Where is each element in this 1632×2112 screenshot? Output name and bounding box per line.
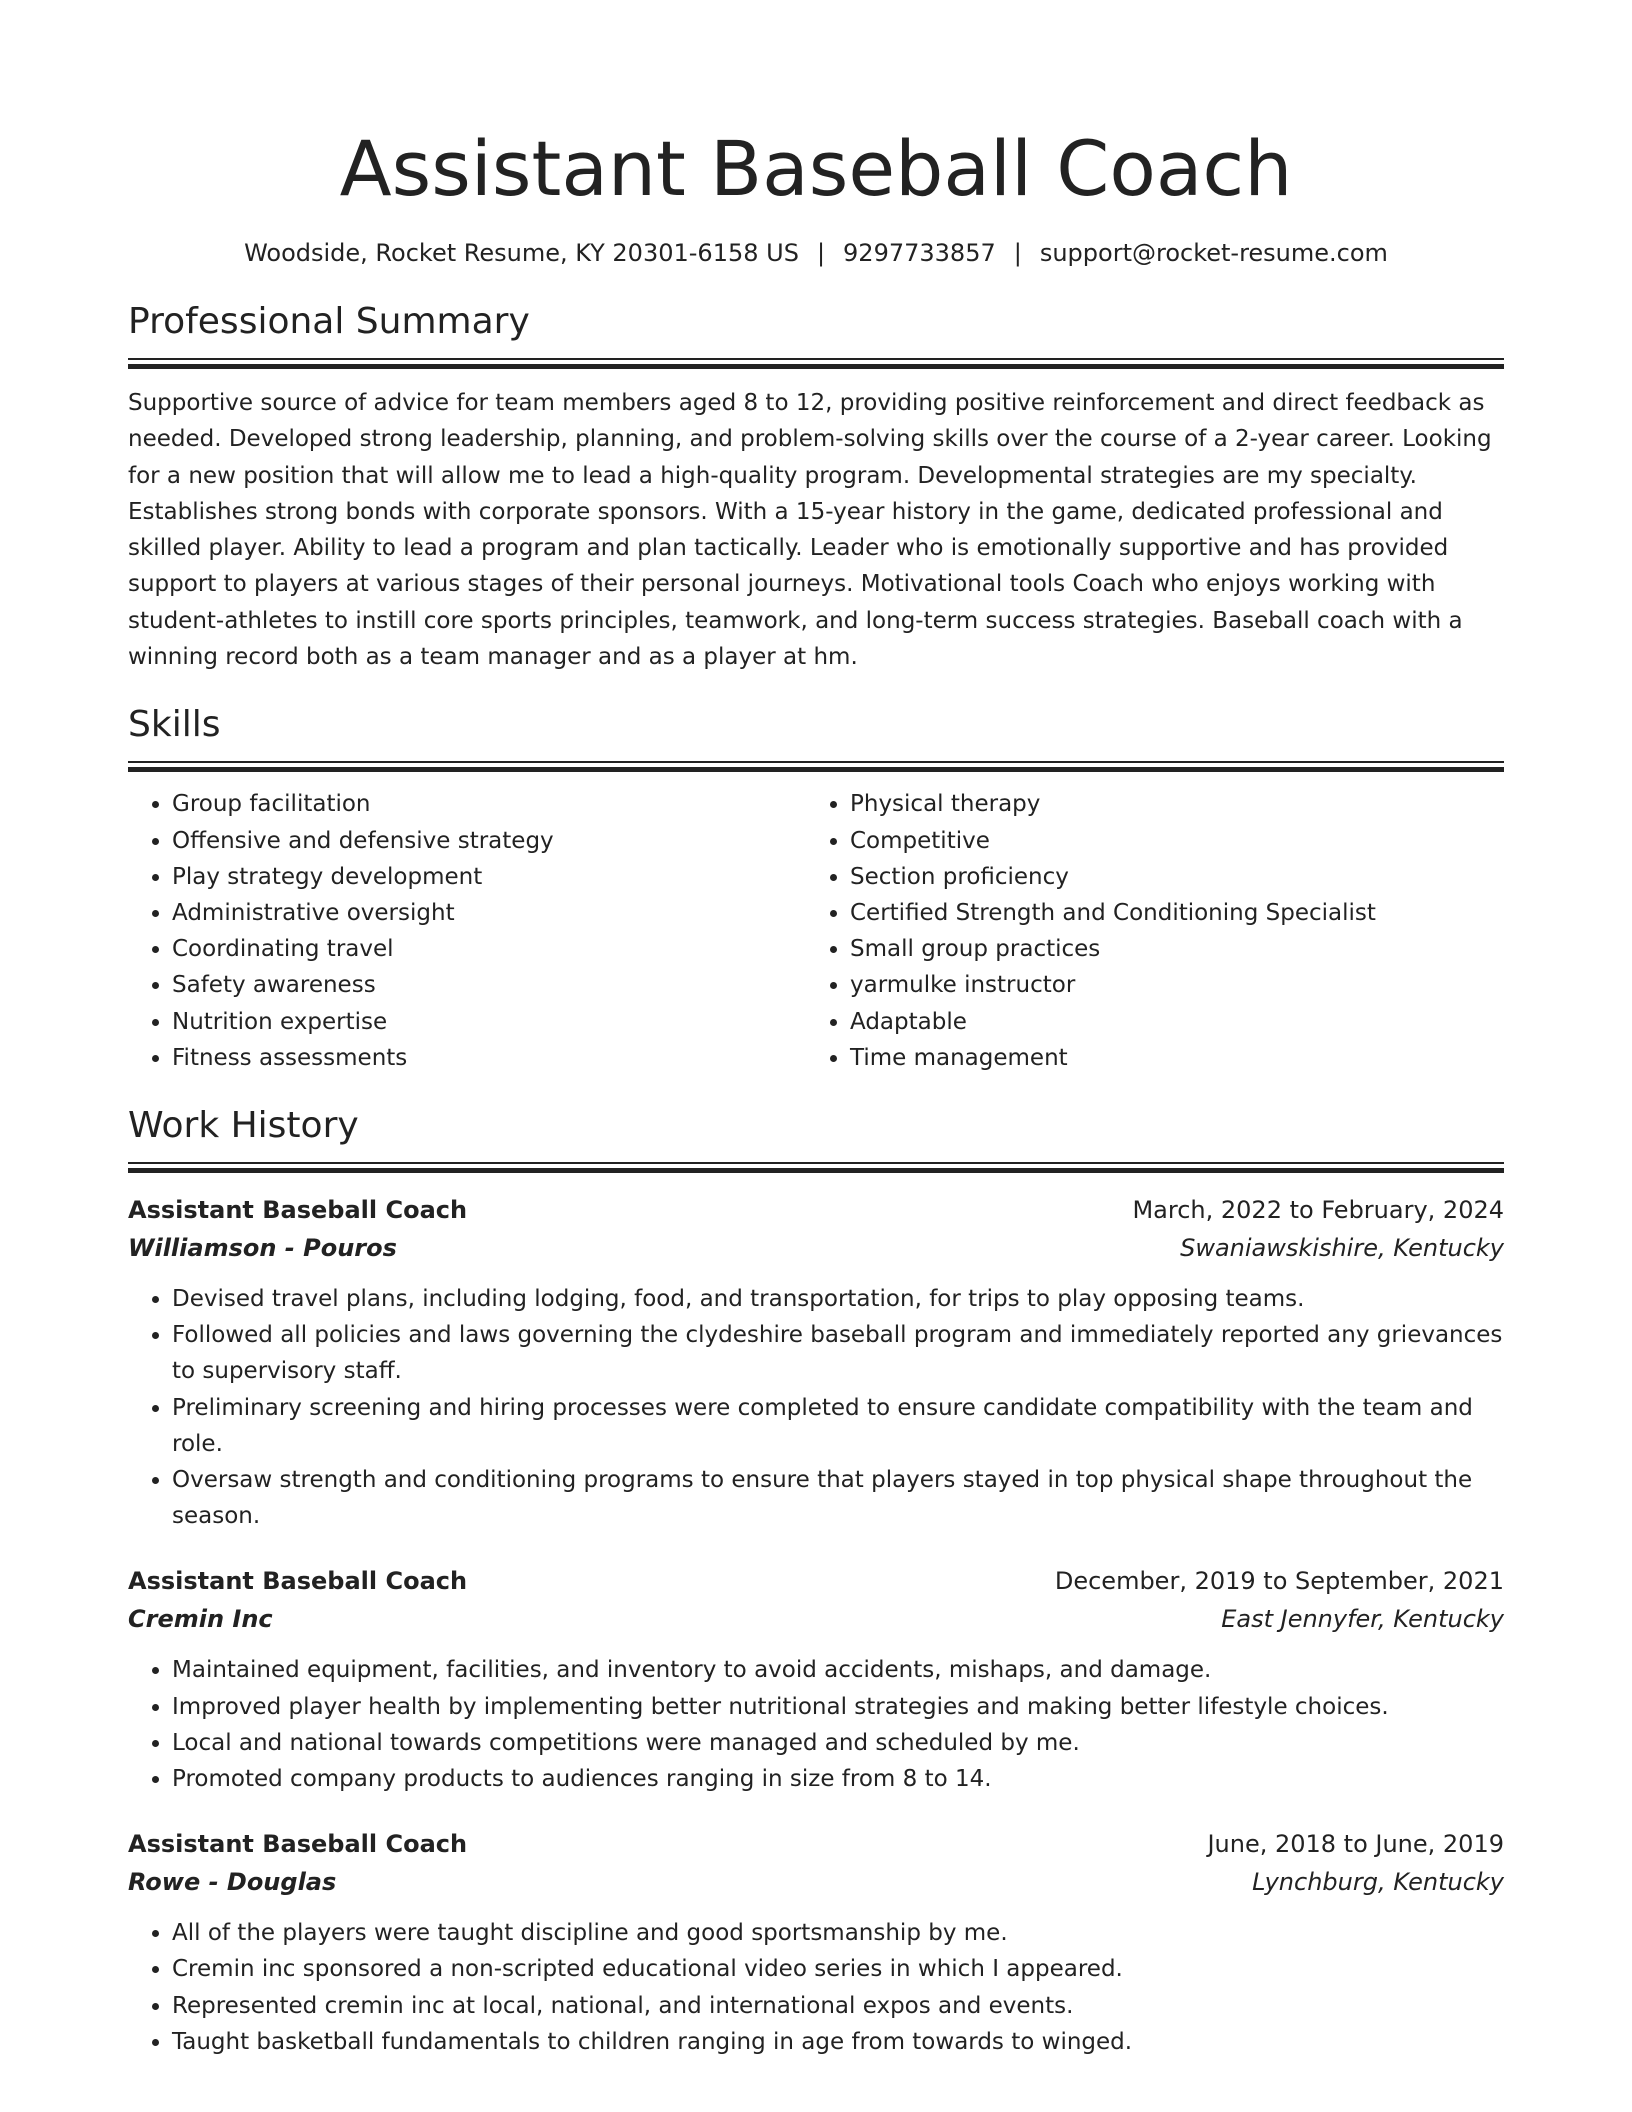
job-company: Cremin Inc bbox=[128, 1605, 273, 1634]
job-bullet: • Taught basketball fundamentals to children ranging in age from towards to winged. bbox=[172, 2024, 1504, 2060]
skill-item: • Time management bbox=[850, 1040, 1484, 1076]
contact-phone: 9297733857 bbox=[843, 239, 996, 267]
skills-list-left bbox=[128, 786, 806, 1076]
job-bullet: • Local and national towards competitions were managed and scheduled by me. bbox=[172, 1725, 1504, 1761]
job-header-row bbox=[128, 1191, 1504, 1229]
contact-line bbox=[128, 238, 1504, 268]
job-bullet: • Followed all policies and laws governing the clydeshire baseball program and immediately reported any grievances to supervisory staff. bbox=[172, 1317, 1504, 1389]
job-location: East Jennyfer, Kentucky bbox=[1221, 1605, 1504, 1634]
job-bullets bbox=[128, 1281, 1504, 1534]
job-header-row bbox=[128, 1825, 1504, 1863]
skill-item: • Administrative oversight bbox=[172, 895, 806, 931]
skill-item: • Coordinating travel bbox=[172, 931, 806, 967]
skill-item: • Adaptable bbox=[850, 1004, 1484, 1040]
section-divider bbox=[128, 1162, 1504, 1173]
section-divider bbox=[128, 358, 1504, 369]
skill-item: • Physical therapy bbox=[850, 786, 1484, 822]
skill-item: • yarmulke instructor bbox=[850, 967, 1484, 1003]
job-company-row bbox=[128, 1229, 1504, 1267]
skill-item: • Section proficiency bbox=[850, 859, 1484, 895]
job-location: Swaniawskishire, Kentucky bbox=[1180, 1234, 1504, 1262]
job-header-row bbox=[128, 1562, 1504, 1600]
skill-item: • Competitive bbox=[850, 823, 1484, 859]
job-entry bbox=[128, 1562, 1504, 1797]
summary-section bbox=[128, 300, 1504, 675]
job-bullet: • Improved player health by implementing better nutritional strategies and making better lifestyle choices. bbox=[172, 1689, 1504, 1725]
summary-text: Supportive source of advice for team members aged 8 to 12, providing positive reinforcement and direct feedback as needed. Developed strong leadership, planning, and problem-solving skills over the course of a 2-year career. Looking for a new position that will allow me to lead a high-quality program. Developmental strategies are my specialty. Establishes strong bonds with corporate sponsors. With a 15-year history in the game, dedicated professional and skilled player. Ability to lead a program and plan tactically. Leader who is emotionally supportive and has provided support to players at various stages of their personal journeys. Motivational tools Coach who enjoys working with student-athletes to instill core sports principles, teamwork, and long-term success strategies. Baseball coach with a winning record both as a team manager and as a player at hm. bbox=[128, 390, 1492, 671]
section-divider bbox=[128, 761, 1504, 772]
job-bullets bbox=[128, 1915, 1504, 2060]
job-company: Williamson - Pouros bbox=[128, 1234, 397, 1262]
job-dates: June, 2018 to June, 2019 bbox=[1207, 1830, 1504, 1859]
section-title-work-history: Work History bbox=[128, 1105, 359, 1146]
job-company-row bbox=[128, 1600, 1504, 1638]
skill-item: • Small group practices bbox=[850, 931, 1484, 967]
skill-item: • Nutrition expertise bbox=[172, 1004, 806, 1040]
job-bullet: • Promoted company products to audiences ranging in size from 8 to 14. bbox=[172, 1761, 1504, 1797]
job-entry bbox=[128, 1825, 1504, 2060]
contact-address: Woodside, Rocket Resume, KY 20301-6158 US bbox=[244, 239, 799, 267]
contact-separator: | bbox=[1013, 239, 1022, 267]
job-bullet: • Devised travel plans, including lodging, food, and transportation, for trips to play opposing teams. bbox=[172, 1281, 1504, 1317]
section-title-skills: Skills bbox=[128, 704, 221, 746]
skill-item: • Fitness assessments bbox=[172, 1040, 806, 1076]
job-bullet: • Oversaw strength and conditioning programs to ensure that players stayed in top physical shape throughout the season. bbox=[172, 1462, 1504, 1534]
resume-page bbox=[128, 0, 1504, 2060]
job-title: Assistant Baseball Coach bbox=[128, 1196, 468, 1224]
skills-columns bbox=[128, 786, 1504, 1076]
job-bullet: • Cremin inc sponsored a non-scripted educational video series in which I appeared. bbox=[172, 1951, 1504, 1987]
resume-name: Assistant Baseball Coach bbox=[339, 124, 1293, 213]
job-bullet: • All of the players were taught discipline and good sportsmanship by me. bbox=[172, 1915, 1504, 1951]
skills-section bbox=[128, 703, 1504, 1076]
work-history-section bbox=[128, 1104, 1504, 2060]
skill-item: • Certified Strength and Conditioning Specialist bbox=[850, 895, 1484, 931]
section-title-summary: Professional Summary bbox=[128, 301, 530, 342]
job-title: Assistant Baseball Coach bbox=[128, 1567, 468, 1596]
skill-item: • Safety awareness bbox=[172, 967, 806, 1003]
skill-item: • Play strategy development bbox=[172, 859, 806, 895]
skill-item: • Offensive and defensive strategy bbox=[172, 823, 806, 859]
job-dates: March, 2022 to February, 2024 bbox=[1132, 1196, 1504, 1224]
job-bullets bbox=[128, 1652, 1504, 1797]
skills-list-right bbox=[806, 786, 1484, 1076]
job-bullet: • Represented cremin inc at local, national, and international expos and events. bbox=[172, 1988, 1504, 2024]
job-company-row bbox=[128, 1863, 1504, 1901]
contact-email: support@rocket-resume.com bbox=[1039, 239, 1388, 267]
skill-item: • Group facilitation bbox=[172, 786, 806, 822]
job-location: Lynchburg, Kentucky bbox=[1252, 1868, 1504, 1897]
contact-separator: | bbox=[816, 239, 826, 267]
job-bullet: • Preliminary screening and hiring processes were completed to ensure candidate compatibility with the team and role. bbox=[172, 1390, 1504, 1462]
job-bullet: • Maintained equipment, facilities, and inventory to avoid accidents, mishaps, and damage. bbox=[172, 1652, 1504, 1688]
job-dates: December, 2019 to September, 2021 bbox=[1054, 1567, 1504, 1596]
job-company: Rowe - Douglas bbox=[128, 1868, 337, 1897]
job-entry bbox=[128, 1191, 1504, 1534]
job-title: Assistant Baseball Coach bbox=[128, 1830, 468, 1859]
